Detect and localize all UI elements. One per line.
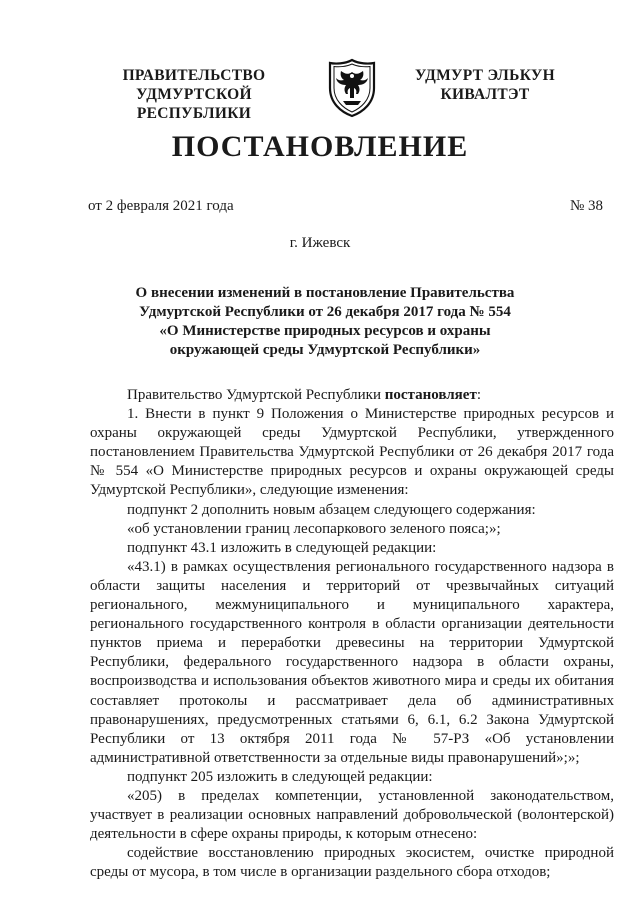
body-paragraph: «43.1) в рамках осуществления регионального государственного надзора в области защиты населения и территорий от чрезвычайных ситуаций регионального, межмуниципального и муниципального характера, регионального государственного контроля в области организации деятельности пунктов приема и переработки древесины на территории Удмуртской Республики, федерального государственного надзора в области охраны, воспроизводства и использования объектов животного мира и среды их обитания составляет протоколы и рассматривает дела об административных правонарушениях, предусмотренных статьями 6, 6.1, 6.2 Закона Удмуртской Республики от 13 октября 2011 года № 57-РЗ «Об установлении административной ответственности за отдельные виды правонарушений»;»; (90, 558, 614, 766)
org-right-line2: КИВАЛТЭТ (440, 86, 530, 103)
body-paragraph: «205) в пределах компетенции, установленной законодательством, участвует в реализации основных направлений добровольческой (волонтерской) деятельности в сфере охраны природы, к которым отнесено: (90, 787, 614, 843)
org-left-line2: УДМУРТСКОЙ РЕСПУБЛИКИ (136, 86, 252, 122)
document-subject-title (90, 284, 560, 360)
org-right-line1: УДМУРТ ЭЛЬКУН (415, 67, 555, 84)
document-number: № 38 (570, 198, 604, 214)
document-city: г. Ижевск (289, 235, 351, 251)
document-body (90, 386, 614, 882)
body-paragraph: подпункт 205 изложить в следующей редакции: (127, 768, 433, 785)
intro-text: Правительство Удмуртской Республики (127, 387, 385, 403)
org-name-udmurt (410, 66, 560, 104)
body-paragraph: «об установлении границ лесопаркового зеленого пояса;»; (127, 520, 501, 537)
body-paragraph: подпункт 2 дополнить новым абзацем следующего содержания: (127, 501, 536, 518)
body-paragraph: 1. Внести в пункт 9 Положения о Министерстве природных ресурсов и охраны окружающей среды Удмуртской Республики, утвержденного постановлением Правительства Удмуртской Республики от 26 декабря 2017 года № 554 «О Министерстве природных ресурсов и охраны окружающей среды Удмуртской Республики», следующие изменения: (90, 406, 614, 499)
coat-of-arms-icon (327, 58, 377, 118)
title-line: «О Министерстве природных ресурсов и охраны (159, 323, 491, 339)
intro-end: : (476, 387, 481, 403)
title-line: Удмуртской Республики от 26 декабря 2017 года № 554 (139, 304, 511, 320)
title-line: О внесении изменений в постановление Правительства (135, 285, 515, 301)
intro-keyword: постановляет (384, 387, 477, 403)
body-paragraph: содействие восстановлению природных экосистем, очистке природной среды от мусора, в том числе в организации раздельного сбора отходов; (90, 845, 614, 881)
document-type-title: ПОСТАНОВЛЕНИЕ (171, 130, 469, 163)
title-line: окружающей среды Удмуртской Республики» (169, 342, 481, 358)
org-name-russian (84, 66, 304, 123)
document-date: от 2 февраля 2021 года (88, 198, 234, 214)
org-left-line1: ПРАВИТЕЛЬСТВО (122, 67, 266, 84)
document-header (0, 58, 640, 122)
intro-paragraph (90, 386, 614, 405)
body-paragraph: подпункт 43.1 изложить в следующей редакции: (127, 539, 437, 556)
